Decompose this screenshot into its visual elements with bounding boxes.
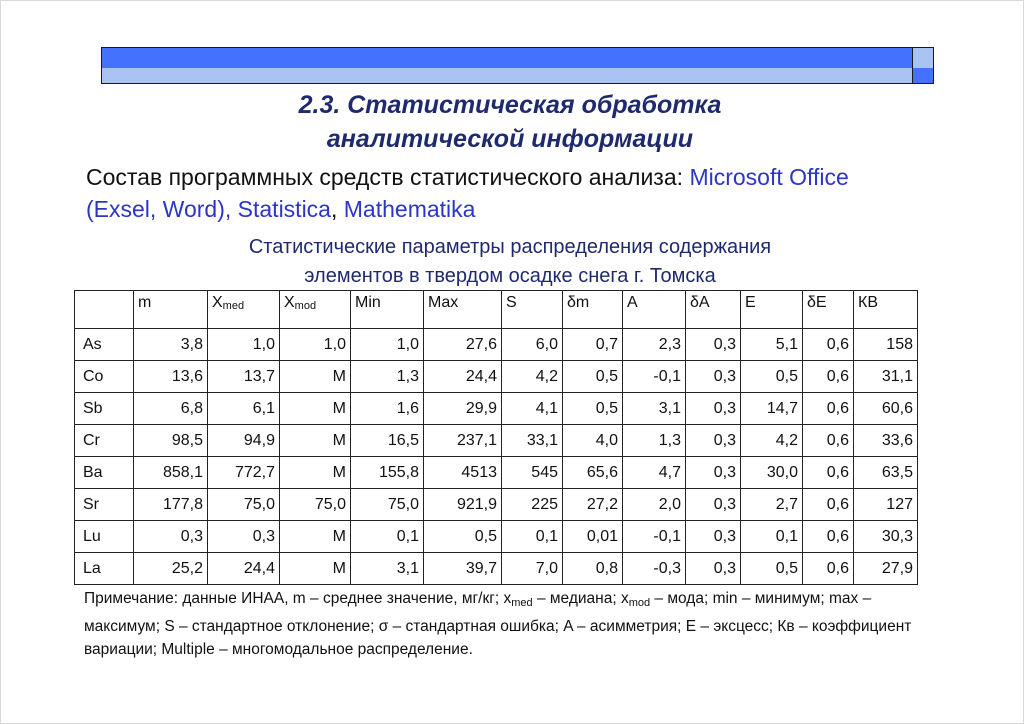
element-symbol-cell: Lu [75, 521, 134, 553]
value-cell: 5,1 [741, 329, 803, 361]
value-cell: 63,5 [854, 457, 918, 489]
value-cell: 1,0 [351, 329, 424, 361]
note-sub-mod: mod [628, 597, 651, 609]
value-cell: 94,9 [208, 425, 280, 457]
value-cell: 0,6 [803, 521, 854, 553]
value-cell: 772,7 [208, 457, 280, 489]
table-row [75, 457, 918, 489]
header-cell: m [134, 291, 208, 329]
value-cell: 33,6 [854, 425, 918, 457]
value-cell: 0,5 [741, 361, 803, 393]
value-cell: 65,6 [563, 457, 623, 489]
value-cell: 4,7 [623, 457, 686, 489]
value-cell: 60,6 [854, 393, 918, 425]
value-cell: 4,2 [741, 425, 803, 457]
element-symbol-cell: Sr [75, 489, 134, 521]
table-header-row [75, 291, 918, 329]
table-row [75, 393, 918, 425]
value-cell: 33,1 [502, 425, 563, 457]
value-cell: 0,6 [803, 489, 854, 521]
value-cell: 0,5 [563, 361, 623, 393]
value-cell: 6,1 [208, 393, 280, 425]
value-cell: 0,3 [134, 521, 208, 553]
statistics-table [74, 290, 918, 585]
value-cell: 13,7 [208, 361, 280, 393]
header-cell: δA [686, 291, 741, 329]
value-cell: 0,7 [563, 329, 623, 361]
intro-prefix: Состав программных средств статистического анализа: [86, 164, 690, 190]
caption-line-1: Статистические параметры распределения содержания [248, 236, 772, 258]
value-cell: 0,3 [686, 393, 741, 425]
value-cell: 24,4 [208, 553, 280, 585]
software-list: Microsoft Office (Exsel, Word), Statistica [86, 164, 849, 222]
header-bar-bottom [101, 68, 913, 84]
value-cell: 545 [502, 457, 563, 489]
value-cell: 0,3 [686, 489, 741, 521]
value-cell: 0,6 [803, 425, 854, 457]
intro-paragraph [86, 161, 906, 225]
header-cell: Min [351, 291, 424, 329]
value-cell: 0,5 [563, 393, 623, 425]
value-cell: 30,3 [854, 521, 918, 553]
header-cell: E [741, 291, 803, 329]
value-cell: 0,3 [686, 361, 741, 393]
value-cell: 0,5 [741, 553, 803, 585]
element-symbol-cell: Co [75, 361, 134, 393]
value-cell: -0,1 [623, 361, 686, 393]
header-square-bottom [912, 68, 934, 84]
value-cell: 0,8 [563, 553, 623, 585]
value-cell: 0,3 [686, 329, 741, 361]
value-cell: 3,1 [623, 393, 686, 425]
value-cell: M [280, 393, 351, 425]
header-square-top [912, 47, 934, 69]
table-row [75, 553, 918, 585]
table-row [75, 521, 918, 553]
header-cell [75, 291, 134, 329]
header-cell-xmed [208, 291, 280, 329]
value-cell: 4,1 [502, 393, 563, 425]
value-cell: 177,8 [134, 489, 208, 521]
table-row [75, 361, 918, 393]
header-cell-xmod [280, 291, 351, 329]
header-cell: S [502, 291, 563, 329]
value-cell: M [280, 553, 351, 585]
title-line-1: 2.3. Статистическая обработка [298, 91, 722, 119]
value-cell: 225 [502, 489, 563, 521]
header-cell: A [623, 291, 686, 329]
value-cell: 75,0 [280, 489, 351, 521]
header-x-mod: X [284, 294, 295, 311]
value-cell: 98,5 [134, 425, 208, 457]
value-cell: 0,5 [424, 521, 502, 553]
value-cell: 25,2 [134, 553, 208, 585]
value-cell: 27,2 [563, 489, 623, 521]
value-cell: 1,3 [351, 361, 424, 393]
intro-separator: , [330, 196, 344, 222]
value-cell: 3,8 [134, 329, 208, 361]
value-cell: 24,4 [424, 361, 502, 393]
value-cell: 75,0 [208, 489, 280, 521]
value-cell: 16,5 [351, 425, 424, 457]
value-cell: M [280, 521, 351, 553]
element-symbol-cell: Sb [75, 393, 134, 425]
value-cell: M [280, 361, 351, 393]
header-cell: КВ [854, 291, 918, 329]
value-cell: 1,6 [351, 393, 424, 425]
header-cell: Max [424, 291, 502, 329]
element-symbol-cell: Ba [75, 457, 134, 489]
caption-line-2: элементов в твердом осадке снега г. Томска [304, 265, 716, 287]
value-cell: 1,0 [208, 329, 280, 361]
table-row [75, 329, 918, 361]
value-cell: 4,2 [502, 361, 563, 393]
value-cell: 0,6 [803, 329, 854, 361]
value-cell: 0,6 [803, 361, 854, 393]
value-cell: 158 [854, 329, 918, 361]
value-cell: 2,3 [623, 329, 686, 361]
note-part-2: – медиана; x [532, 590, 629, 607]
value-cell: 27,6 [424, 329, 502, 361]
note-part-3: – мода; min – минимум; max – максимум; S – стандартное отклонение; σ – стандартная ошибка; A – асимметрия; E – эксцесс; Кв – коэффициент вариации; Multiple – многомодальное распределение. [84, 590, 912, 658]
value-cell: 237,1 [424, 425, 502, 457]
value-cell: -0,3 [623, 553, 686, 585]
value-cell: 4,0 [563, 425, 623, 457]
value-cell: 2,0 [623, 489, 686, 521]
value-cell: 27,9 [854, 553, 918, 585]
header-sub-mod: mod [294, 300, 317, 312]
table-body [75, 329, 918, 585]
header-cell: δm [563, 291, 623, 329]
table-row [75, 425, 918, 457]
value-cell: 2,7 [741, 489, 803, 521]
value-cell: 155,8 [351, 457, 424, 489]
value-cell: 29,9 [424, 393, 502, 425]
header-cell: δE [803, 291, 854, 329]
software-mathematika: Mathematika [343, 196, 476, 222]
value-cell: 0,01 [563, 521, 623, 553]
table-row [75, 489, 918, 521]
slide-title [210, 88, 810, 156]
value-cell: 39,7 [424, 553, 502, 585]
value-cell: 0,1 [351, 521, 424, 553]
value-cell: 0,6 [803, 393, 854, 425]
value-cell: 75,0 [351, 489, 424, 521]
header-sub-med: med [222, 300, 245, 312]
title-line-2: аналитической информации [326, 125, 694, 153]
value-cell: 6,0 [502, 329, 563, 361]
value-cell: 127 [854, 489, 918, 521]
value-cell: 0,3 [686, 521, 741, 553]
header-bar-top [101, 47, 913, 69]
table-caption [160, 233, 860, 291]
value-cell: M [280, 425, 351, 457]
value-cell: 921,9 [424, 489, 502, 521]
value-cell: 0,3 [686, 553, 741, 585]
value-cell: 7,0 [502, 553, 563, 585]
value-cell: 13,6 [134, 361, 208, 393]
note-part-1: Примечание: данные ИНАА, m – среднее значение, мг/кг; x [84, 590, 512, 607]
value-cell: 31,1 [854, 361, 918, 393]
value-cell: 14,7 [741, 393, 803, 425]
element-symbol-cell: As [75, 329, 134, 361]
note-sub-med: med [511, 597, 533, 609]
value-cell: 0,3 [686, 425, 741, 457]
value-cell: 0,1 [741, 521, 803, 553]
value-cell: 30,0 [741, 457, 803, 489]
value-cell: 0,3 [686, 457, 741, 489]
value-cell: 0,6 [803, 553, 854, 585]
value-cell: 0,3 [208, 521, 280, 553]
value-cell: 6,8 [134, 393, 208, 425]
value-cell: 1,0 [280, 329, 351, 361]
value-cell: 4513 [424, 457, 502, 489]
value-cell: 1,3 [623, 425, 686, 457]
value-cell: 0,6 [803, 457, 854, 489]
header-x-med: X [212, 294, 223, 311]
table-note [84, 587, 924, 661]
value-cell: 858,1 [134, 457, 208, 489]
value-cell: 3,1 [351, 553, 424, 585]
element-symbol-cell: La [75, 553, 134, 585]
value-cell: M [280, 457, 351, 489]
element-symbol-cell: Cr [75, 425, 134, 457]
value-cell: -0,1 [623, 521, 686, 553]
value-cell: 0,1 [502, 521, 563, 553]
